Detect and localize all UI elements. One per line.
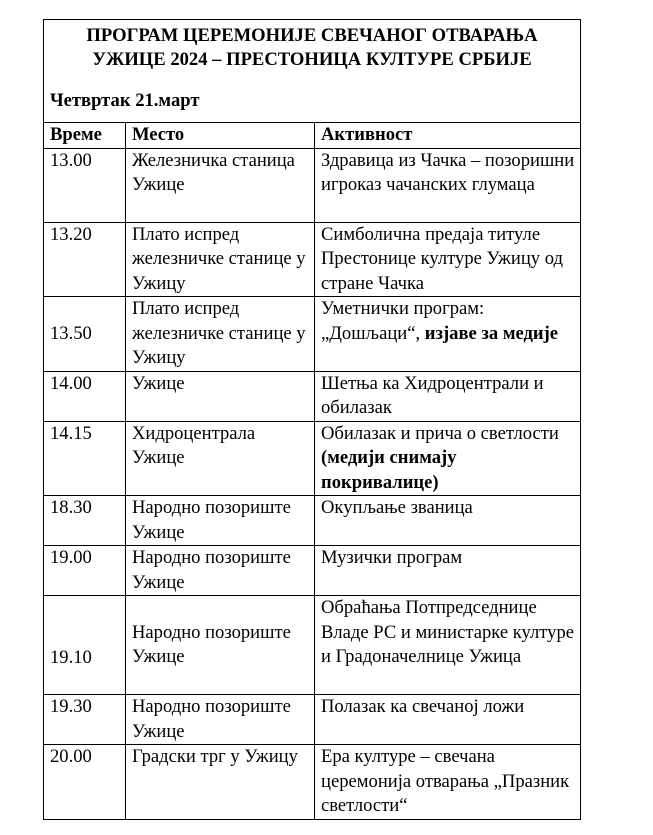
row-activity bbox=[315, 297, 581, 372]
table-row bbox=[44, 421, 581, 496]
table-row bbox=[44, 596, 581, 695]
row-place: Плато испред железничке станице у Ужицу bbox=[126, 297, 315, 372]
header-activity: Активност bbox=[315, 123, 581, 149]
row-activity: Полазак ка свечаној ложи bbox=[315, 695, 581, 745]
program-document bbox=[43, 19, 579, 820]
table-row bbox=[44, 695, 581, 745]
title-line-2: УЖИЦЕ 2024 – ПРЕСТОНИЦА КУЛТУРЕ СРБИЈЕ bbox=[92, 49, 532, 70]
table-row bbox=[44, 297, 581, 372]
row-time: 19.30 bbox=[44, 695, 126, 745]
row-time: 19.10 bbox=[44, 596, 126, 695]
row-activity: Окупљање званица bbox=[315, 496, 581, 546]
header-place: Место bbox=[126, 123, 315, 149]
program-title bbox=[50, 24, 574, 72]
title-cell bbox=[44, 20, 581, 123]
table-row bbox=[44, 546, 581, 596]
row-place: Народно позориште Ужице bbox=[126, 695, 315, 745]
row-time: 13.50 bbox=[44, 297, 126, 372]
row-time: 13.20 bbox=[44, 222, 126, 297]
event-date: Четвртак 21.март bbox=[50, 90, 200, 111]
table-row bbox=[44, 148, 581, 222]
row-place: Градски трг у Ужицу bbox=[126, 745, 315, 820]
row-activity bbox=[315, 421, 581, 496]
title-row bbox=[44, 20, 581, 123]
row-place: Хидроцентрала Ужице bbox=[126, 421, 315, 496]
activity-text: Уметнички програм: „Дошљаци“, bbox=[321, 298, 485, 344]
row-place: Народно позориште Ужице bbox=[126, 546, 315, 596]
row-activity: Шетња ка Хидроцентрали и обилазак bbox=[315, 371, 581, 421]
row-time: 14.15 bbox=[44, 421, 126, 496]
header-time: Време bbox=[44, 123, 126, 149]
row-activity: Здравица из Чачка – позоришни игроказ чачанских глумаца bbox=[315, 148, 581, 222]
row-activity: Ера културе – свечана церемонија отварања „Празник светлости“ bbox=[315, 745, 581, 820]
row-place: Народно позориште Ужице bbox=[126, 496, 315, 546]
row-place: Ужице bbox=[126, 371, 315, 421]
row-place: Плато испред железничке станице у Ужицу bbox=[126, 222, 315, 297]
row-time: 20.00 bbox=[44, 745, 126, 820]
row-place: Железничка станица Ужице bbox=[126, 148, 315, 222]
row-activity: Симболична предаја титуле Престонице културе Ужицу од стране Чачка bbox=[315, 222, 581, 297]
activity-bold-text: изјаве за медије bbox=[424, 322, 559, 344]
row-time: 19.00 bbox=[44, 546, 126, 596]
header-row bbox=[44, 123, 581, 149]
activity-text: Обилазак и прича о светлости bbox=[321, 422, 559, 444]
row-place: Народно позориште Ужице bbox=[126, 596, 315, 695]
table-row bbox=[44, 371, 581, 421]
row-time: 13.00 bbox=[44, 148, 126, 222]
table-row bbox=[44, 222, 581, 297]
activity-bold-text: (медији снимају покривалице) bbox=[321, 447, 457, 493]
table-row bbox=[44, 496, 581, 546]
program-table bbox=[43, 19, 581, 820]
row-activity: Музички програм bbox=[315, 546, 581, 596]
title-line-1: ПРОГРАМ ЦЕРЕМОНИЈЕ СВЕЧАНОГ ОТВАРАЊА bbox=[86, 25, 538, 46]
table-row bbox=[44, 745, 581, 820]
row-time: 14.00 bbox=[44, 371, 126, 421]
row-activity: Обраћања Потпредседнице Владе РС и министарке културе и Градоначелнице Ужица bbox=[315, 596, 581, 695]
row-time: 18.30 bbox=[44, 496, 126, 546]
